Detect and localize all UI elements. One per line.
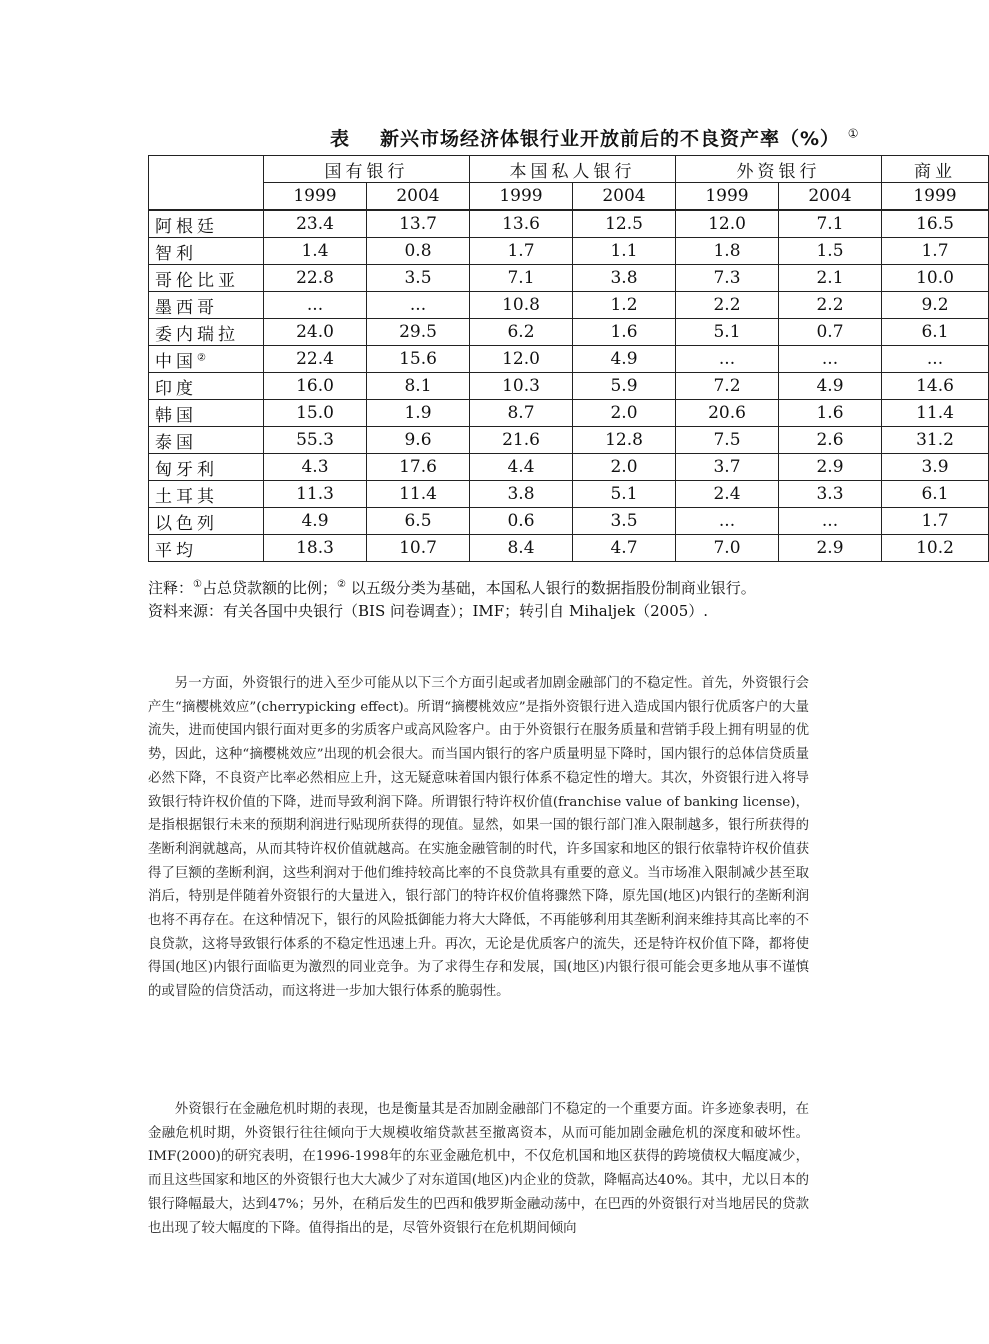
value-cell: 3.8 <box>470 481 573 508</box>
value-cell: 8.4 <box>470 535 573 562</box>
value-cell: 12.0 <box>470 346 573 373</box>
value-cell: 29.5 <box>367 319 470 346</box>
country-footnote-mark: ② <box>197 351 206 363</box>
country-cell <box>149 454 264 481</box>
value-cell: 3.7 <box>676 454 779 481</box>
value-cell: ... <box>779 346 882 373</box>
country-cell <box>149 210 264 238</box>
value-cell: 1.2 <box>573 292 676 319</box>
footnote-mark-2: ② <box>337 579 346 590</box>
value-cell: 10.8 <box>470 292 573 319</box>
value-cell: 1.8 <box>676 238 779 265</box>
country-name: 平均 <box>155 540 197 561</box>
value-cell: 4.9 <box>573 346 676 373</box>
table-corner-cell <box>149 156 264 211</box>
npl-table <box>148 155 989 562</box>
value-cell: 22.8 <box>264 265 367 292</box>
value-cell: 11.3 <box>264 481 367 508</box>
country-name: 印度 <box>155 378 197 399</box>
value-cell: 1.6 <box>779 400 882 427</box>
value-cell: 9.6 <box>367 427 470 454</box>
value-cell: 6.1 <box>882 481 989 508</box>
value-cell: 7.5 <box>676 427 779 454</box>
value-cell: 0.8 <box>367 238 470 265</box>
country-name: 中国 <box>155 351 197 372</box>
table-row <box>149 292 989 319</box>
country-cell <box>149 481 264 508</box>
value-cell: 10.0 <box>882 265 989 292</box>
value-cell: 7.1 <box>470 265 573 292</box>
country-cell <box>149 373 264 400</box>
table-source: 资料来源：有关各国中央银行（BIS 问卷调查）；IMF；转引自 Mihaljek（2005）. <box>148 602 709 620</box>
country-name: 哥伦比亚 <box>155 270 239 291</box>
value-cell: ... <box>367 292 470 319</box>
country-cell <box>149 427 264 454</box>
value-cell: 1.7 <box>882 238 989 265</box>
table-row <box>149 373 989 400</box>
table-body <box>149 210 989 562</box>
value-cell: 6.1 <box>882 319 989 346</box>
table-row <box>149 238 989 265</box>
country-name: 匈牙利 <box>155 459 218 480</box>
value-cell: 24.0 <box>264 319 367 346</box>
table-notes <box>148 573 948 623</box>
value-cell: 16.5 <box>882 210 989 238</box>
body-paragraph-1 <box>148 672 809 1004</box>
value-cell: 16.0 <box>264 373 367 400</box>
country-name: 墨西哥 <box>155 297 218 318</box>
group-header-state-banks: 国有银行 <box>264 156 470 183</box>
value-cell: 23.4 <box>264 210 367 238</box>
country-name: 以色列 <box>155 513 218 534</box>
group-header-commercial: 商业 <box>882 156 989 183</box>
value-cell: 3.5 <box>367 265 470 292</box>
value-cell: 22.4 <box>264 346 367 373</box>
value-cell: 7.3 <box>676 265 779 292</box>
value-cell: 3.5 <box>573 508 676 535</box>
country-cell <box>149 265 264 292</box>
value-cell: 20.6 <box>676 400 779 427</box>
value-cell: 7.0 <box>676 535 779 562</box>
value-cell: 0.6 <box>470 508 573 535</box>
country-name: 土耳其 <box>155 486 218 507</box>
value-cell: 6.5 <box>367 508 470 535</box>
value-cell: 3.9 <box>882 454 989 481</box>
value-cell: 10.2 <box>882 535 989 562</box>
table-title-text: 新兴市场经济体银行业开放前后的不良资产率（%） <box>380 128 841 150</box>
year-header: 1999 <box>882 183 989 211</box>
value-cell: 2.9 <box>779 454 882 481</box>
value-cell: 17.6 <box>367 454 470 481</box>
table-title-lead: 表 <box>330 128 351 150</box>
country-name: 委内瑞拉 <box>155 324 239 345</box>
footnote-label: 注释： <box>148 579 194 597</box>
table-title <box>330 124 970 151</box>
value-cell: 31.2 <box>882 427 989 454</box>
table-row <box>149 400 989 427</box>
value-cell: 8.7 <box>470 400 573 427</box>
value-cell: 10.7 <box>367 535 470 562</box>
value-cell: 2.0 <box>573 454 676 481</box>
value-cell: 3.8 <box>573 265 676 292</box>
group-header-foreign-banks: 外资银行 <box>676 156 882 183</box>
table-row <box>149 481 989 508</box>
value-cell: 1.7 <box>882 508 989 535</box>
value-cell: 1.4 <box>264 238 367 265</box>
value-cell: 2.9 <box>779 535 882 562</box>
table-row <box>149 265 989 292</box>
value-cell: 1.6 <box>573 319 676 346</box>
year-header: 1999 <box>676 183 779 211</box>
value-cell: 1.1 <box>573 238 676 265</box>
value-cell: ... <box>264 292 367 319</box>
country-cell <box>149 346 264 373</box>
country-cell <box>149 400 264 427</box>
value-cell: 4.9 <box>779 373 882 400</box>
value-cell: 5.1 <box>573 481 676 508</box>
footnote-text-1: 占总贷款额的比例； <box>201 579 337 597</box>
value-cell: 12.5 <box>573 210 676 238</box>
value-cell: 4.7 <box>573 535 676 562</box>
value-cell: 6.2 <box>470 319 573 346</box>
country-cell <box>149 508 264 535</box>
value-cell: 4.9 <box>264 508 367 535</box>
value-cell: 0.7 <box>779 319 882 346</box>
value-cell: 15.6 <box>367 346 470 373</box>
country-name: 泰国 <box>155 432 197 453</box>
year-header: 1999 <box>264 183 367 211</box>
value-cell: 2.2 <box>676 292 779 319</box>
table-row <box>149 346 989 373</box>
value-cell: 21.6 <box>470 427 573 454</box>
year-header: 2004 <box>573 183 676 211</box>
value-cell: 13.6 <box>470 210 573 238</box>
table-footnote <box>148 573 948 600</box>
value-cell: 10.3 <box>470 373 573 400</box>
value-cell: 1.7 <box>470 238 573 265</box>
value-cell: 1.5 <box>779 238 882 265</box>
value-cell: 11.4 <box>367 481 470 508</box>
value-cell: 14.6 <box>882 373 989 400</box>
paragraph-text: 外资银行在金融危机时期的表现，也是衡量其是否加剧金融部门不稳定的一个重要方面。许多迹象表明，在金融危机时期，外资银行往往倾向于大规模收缩贷款甚至撤离资本，从而可能加剧金融危机的深度和破坏性。IMF(2000)的研究表明，在1996-1998年的东亚金融危机中，不仅危机国和地区获得的跨境债权大幅度减少，而且这些国家和地区的外资银行也大大减少了对东道国(地区)内企业的贷款，降幅高达40%。其中，尤以日本的银行降幅最大，达到47%；另外，在稍后发生的巴西和俄罗斯金融动荡中，在巴西的外资银行对当地居民的贷款也出现了较大幅度的下降。值得指出的是，尽管外资银行在危机期间倾向 <box>148 1102 809 1236</box>
footnote-mark-1: ① <box>193 579 202 590</box>
value-cell: 4.3 <box>264 454 367 481</box>
value-cell: 1.9 <box>367 400 470 427</box>
year-header: 2004 <box>779 183 882 211</box>
table-row <box>149 535 989 562</box>
paragraph-text: 另一方面，外资银行的进入至少可能从以下三个方面引起或者加剧金融部门的不稳定性。首先，外资银行会产生“摘樱桃效应”(cherrypicking effect)。所谓“摘樱桃效应”是指外资银行进入造成国内银行优质客户的大量流失，进而使国内银行面对更多的劣质客户或高风险客户。由于外资银行在服务质量和营销手段上拥有明显的优势，因此，这种“摘樱桃效应”出现的机会很大。而当国内银行的客户质量明显下降时，国内银行的总体信贷质量必然下降，不良资产比率必然相应上升，这无疑意味着国内银行体系不稳定性的增大。其次，外资银行进入将导致银行特许权价值的下降，进而导致利润下降。所谓银行特许权价值(franchise value of banking license)，是指根据银行未来的预期利润进行贴现所获得的现值。显然，如果一国的银行部门准入限制越多，银行所获得的垄断利润就越高，从而其特许权价值就越高。在实施金融管制的时代，许多国家和地区的银行依靠特许权价值获得了巨额的垄断利润，这些利润对于他们维持较高比率的不良贷款具有重要的意义。当市场准入限制减少甚至取消后，特别是伴随着外资银行的大量进入，银行部门的特许权价值将骤然下降，原先国(地区)内银行的垄断利润也将不再存在。在这种情况下，银行的风险抵御能力将大大降低，不再能够利用其垄断利润来维持其高比率的不良贷款，这将导致银行体系的不稳定性迅速上升。再次，无论是优质客户的流失，还是特许权价值下降，都将使得国(地区)内银行面临更为激烈的同业竞争。为了求得生存和发展，国(地区)内银行很可能会更多地从事不谨慎的或冒险的信贷活动，而这将进一步加大银行体系的脆弱性。 <box>148 676 809 1000</box>
table-title-footnote-mark: ① <box>847 126 860 141</box>
value-cell: 12.0 <box>676 210 779 238</box>
year-header: 2004 <box>367 183 470 211</box>
value-cell: 7.1 <box>779 210 882 238</box>
value-cell: 2.0 <box>573 400 676 427</box>
value-cell: 11.4 <box>882 400 989 427</box>
value-cell: ... <box>779 508 882 535</box>
country-cell <box>149 319 264 346</box>
body-paragraph-2 <box>148 1098 809 1240</box>
year-header: 1999 <box>470 183 573 211</box>
value-cell: ... <box>882 346 989 373</box>
table-row <box>149 508 989 535</box>
value-cell: 55.3 <box>264 427 367 454</box>
country-name: 阿根廷 <box>155 216 218 237</box>
value-cell: ... <box>676 346 779 373</box>
value-cell: 13.7 <box>367 210 470 238</box>
value-cell: 7.2 <box>676 373 779 400</box>
value-cell: 15.0 <box>264 400 367 427</box>
value-cell: 4.4 <box>470 454 573 481</box>
value-cell: 5.1 <box>676 319 779 346</box>
country-name: 智利 <box>155 243 197 264</box>
value-cell: ... <box>676 508 779 535</box>
value-cell: 2.4 <box>676 481 779 508</box>
table-year-header-row <box>149 183 989 211</box>
country-cell <box>149 238 264 265</box>
table-row <box>149 427 989 454</box>
table-row <box>149 454 989 481</box>
value-cell: 2.2 <box>779 292 882 319</box>
value-cell: 2.6 <box>779 427 882 454</box>
country-name: 韩国 <box>155 405 197 426</box>
country-cell <box>149 292 264 319</box>
value-cell: 9.2 <box>882 292 989 319</box>
footnote-text-2: 以五级分类为基础，本国私人银行的数据指股份制商业银行。 <box>350 579 756 597</box>
npl-table-container <box>148 155 957 565</box>
value-cell: 5.9 <box>573 373 676 400</box>
value-cell: 18.3 <box>264 535 367 562</box>
table-row <box>149 319 989 346</box>
group-header-private-banks: 本国私人银行 <box>470 156 676 183</box>
table-group-header-row <box>149 156 989 183</box>
value-cell: 3.3 <box>779 481 882 508</box>
value-cell: 2.1 <box>779 265 882 292</box>
country-cell <box>149 535 264 562</box>
table-row <box>149 210 989 238</box>
value-cell: 8.1 <box>367 373 470 400</box>
value-cell: 12.8 <box>573 427 676 454</box>
